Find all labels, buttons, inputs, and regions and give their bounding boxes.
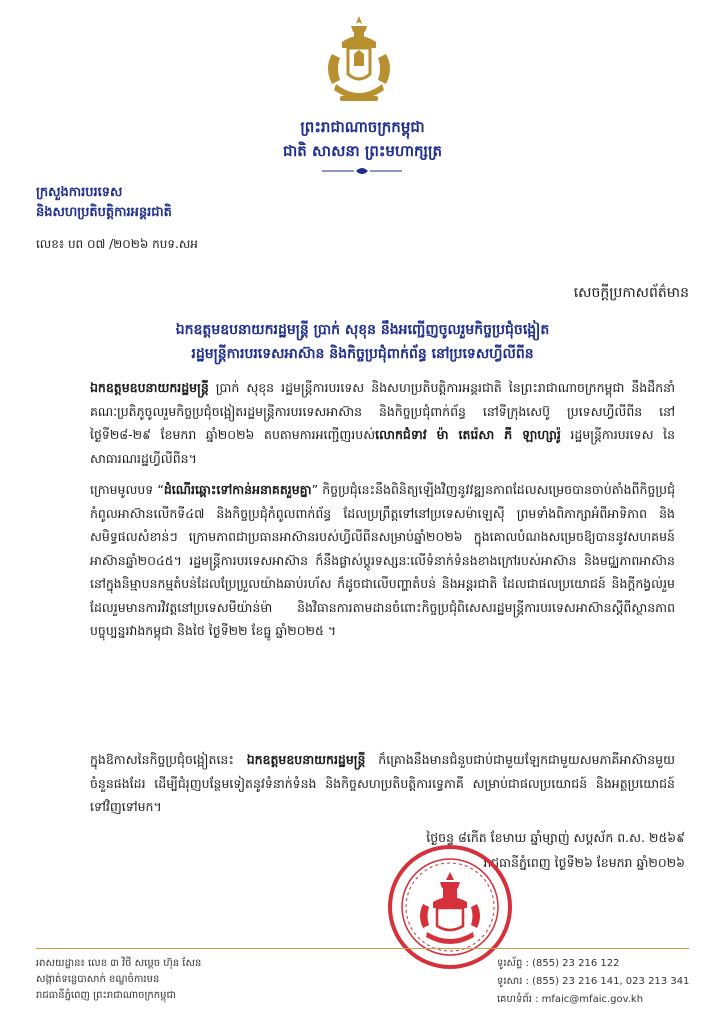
ministry-name-line1: ក្រសួងការបរទេស: [36, 185, 123, 200]
para2-theme: ដំណើរឆ្ពោះទៅកាន់អនាគតរួមគ្នា: [163, 482, 312, 497]
paragraph-1: [90, 376, 675, 470]
para2-text: ” កិច្ចប្រជុំនេះនឹងពិនិត្យឡើងវិញនូវវឌ្ឍនភាពដែលសម្រេចបានចាប់តាំងពីកិច្ចប្រជុំកំពូលអាស៊ានលើកទី៤៧ និងកិច្ចប្រជុំកំពូលពាក់ព័ន្ធ ដែលប្រព្រឹត្តទៅនៅប្រទេសម៉ាឡេស៊ី ព្រមទាំងពិភាក្សាអំពីអាទិភាព និងសមិទ្ធផលសំខាន់ៗ ក្រោមភាពជាប្រធានអាស៊ានរបស់ហ្វីលីពីនសម្រាប់ឆ្នាំ២០២៦ ក្នុងគោលបំណងសម្រេចឱ្យបាននូវសហគមន៍អាស៊ានឆ្នាំ២០៤៥។ រដ្ឋមន្ត្រីការបរទេសអាស៊ាន ក៏នឹងផ្លាស់ប្តូរទស្សនៈលើទំនាក់ទំនងខាងក្រៅរបស់អាស៊ាន និងមជ្ឈភាពអាស៊ាននៅក្នុងនិម្មាបនកម្មតំបន់ដែលប្រែប្រួលយ៉ាងឆាប់រហ័ស ក៏ដូចជាលើបញ្ហាតំបន់ និងអន្តរជាតិ ដែលជាផលប្រយោជន៍ និងក្តីកង្វល់រួម ដែលរួមមានការវិវត្តនៅប្រទេសមីយ៉ាន់ម៉ា និងវិធានការតាមដានចំពោះកិច្ចប្រជុំពិសេសរដ្ឋមន្ត្រីការបរទេសអាស៊ានស្តីពីស្ថានភាពបច្ចុប្បន្នរវាងកម្ពុជា និងថៃ ថ្ងៃទី២២ ខែធ្នូ ឆ្នាំ២០២៥ ។: [90, 482, 676, 638]
date-lunar: ថ្ងៃចន្ទ ៨កើត ខែមាឃ ឆ្នាំម្សាញ់ សប្តស័ក ព.ស. ២៥៦៩: [426, 830, 685, 845]
footer-phone: ទូរស័ព្ទ : (855) 23 216 122: [497, 958, 620, 969]
paragraph-2: [90, 478, 675, 643]
para3-lead: ឯកឧត្តមឧបនាយករដ្ឋមន្ត្រី: [246, 752, 366, 767]
document-type: សេចក្តីប្រកាសព័ត៌មាន: [573, 285, 689, 301]
para1-tail: រដ្ឋមន្ត្រីការបរទេស នៃសាធារណរដ្ឋហ្វីលីពីន។: [90, 427, 675, 466]
para2-prefix: ក្រោមមូលបទ “: [90, 482, 164, 497]
date-solar: រាជធានីភ្នំពេញ ថ្ងៃទី២៦ ខែមករា ឆ្នាំ២០២៦: [483, 855, 685, 870]
ministry-seal-icon: [385, 842, 515, 972]
para1-lead: ឯកឧត្តមឧបនាយករដ្ឋមន្ត្រី: [90, 380, 209, 395]
kingdom-name: ព្រះរាជាណាចក្រកម្ពុជា: [300, 118, 425, 136]
national-motto: ជាតិ សាសនា ព្រះមហាក្សត្រ: [283, 142, 442, 160]
paragraph-3: [90, 748, 675, 819]
footer-fax: ទូរសារ : (855) 23 216 141, 023 213 341: [497, 976, 690, 987]
ornament-divider-icon: [320, 166, 404, 176]
para3-text: ក៏គ្រោងនឹងមានជំនួបជាប់ជាមួយឡែកជាមួយសមភាគីអាស៊ានមួយចំនួនផងដែរ ដើម្បីជំរុញបន្ថែមទៀតនូវទំនាក់ទំនង និងកិច្ចសហប្រតិបត្តិការទ្វេភាគី សម្រាប់ជាផលប្រយោជន៍ និងអត្ថប្រយោជន៍ទៅវិញទៅមក។: [90, 752, 675, 814]
footer-address-line2: សង្កាត់ទន្លេបាសាក់ ខណ្ឌចំការមន: [36, 974, 160, 985]
para1-name: លោកជំទាវ ម៉ា តេរ៉េសា ភី ឡាហ្សារ៉ូ: [375, 427, 561, 442]
footer-address-line1: អាសយដ្ឋាន៖ លេខ ៣ វិថី សម្តេច ហ៊ុន សែន: [36, 958, 202, 969]
para3-prefix: ក្នុងឱកាសនៃកិច្ចប្រជុំចង្អៀតនេះ: [90, 752, 247, 767]
footer-divider: [36, 948, 689, 949]
headline-line2: រដ្ឋមន្ត្រីការបរទេសអាស៊ាន និងកិច្ចប្រជុំពាក់ព័ន្ធ នៅប្រទេសហ្វីលីពីន: [191, 346, 534, 362]
ministry-name-line2: និងសហប្រតិបត្តិការអន្តរជាតិ: [36, 205, 172, 220]
reference-number: លេខ៖ បព ០៧ /២០២៦ កបទ.សអ: [36, 237, 198, 251]
footer-email-link[interactable]: គេហទំព័រ : mfaic@mfaic.gov.kh: [497, 994, 644, 1005]
royal-coat-of-arms-icon: [318, 12, 400, 112]
para1-text: ប្រាក់ សុខុន រដ្ឋមន្ត្រីការបរទេស និងសហប្រតិបត្តិការអន្តរជាតិ នៃព្រះរាជាណាចក្រកម្ពុជា នឹងដឹកនាំគណៈប្រតិភូចូលរួមកិច្ចប្រជុំចង្អៀតរដ្ឋមន្ត្រីការបរទេសអាស៊ាន និងកិច្ចប្រជុំពាក់ព័ន្ធ នៅទីក្រុងសេប៊ូ ប្រទេសហ្វីលីពីន នៅថ្ងៃទី២៨-២៩ ខែមករា ឆ្នាំ២០២៦ តបតាមការអញ្ជើញរបស់: [90, 380, 675, 442]
headline-line1: ឯកឧត្តមឧបនាយករដ្ឋមន្ត្រី ប្រាក់ សុខុន នឹងអញ្ជើញចូលរួមកិច្ចប្រជុំចង្អៀត: [175, 322, 550, 338]
footer-address-line3: រាជធានីភ្នំពេញ ព្រះរាជាណាចក្រកម្ពុជា: [36, 990, 176, 1001]
